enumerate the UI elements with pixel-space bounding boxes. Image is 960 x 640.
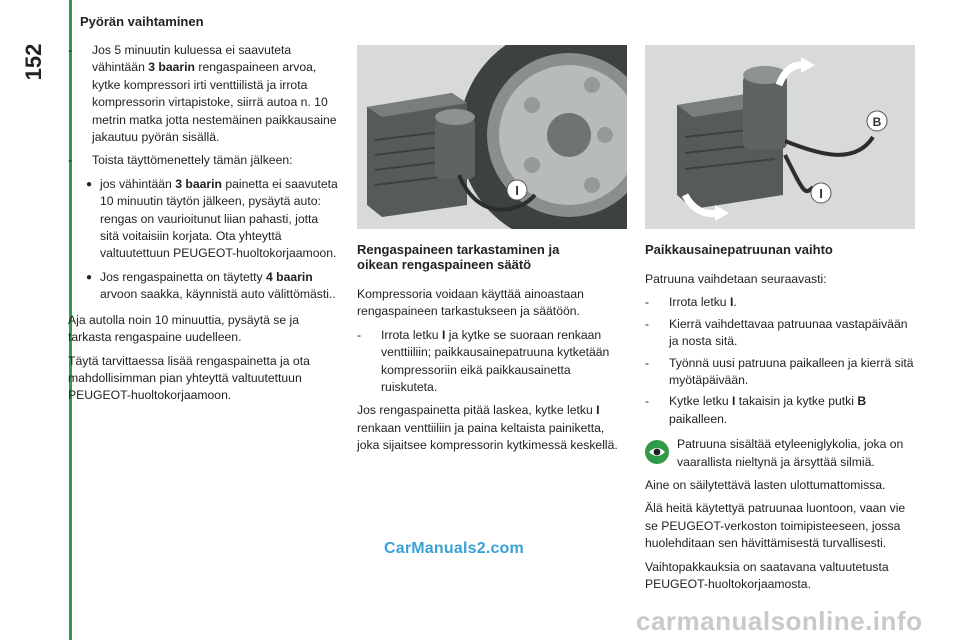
column-2 xyxy=(357,242,629,461)
column-3 xyxy=(645,242,917,600)
column-1 xyxy=(68,42,338,411)
watermark-carmanualsonline[interactable]: carmanualsonline.info xyxy=(636,606,923,636)
paragraph: Patruuna vaihdetaan seuraavasti: xyxy=(645,272,827,286)
dash-item: - Työnnä uusi patruuna paikalleen ja kierrä sitä myötäpäivään. xyxy=(645,355,914,388)
label-b-figure2: B xyxy=(872,115,882,129)
paragraph: Aja autolla noin 10 minuuttia, pysäytä se ja tarkasta rengaspaine uudelleen. xyxy=(68,312,300,345)
paragraph: Vaihtopakkauksia on saatavana valtuutetusta PEUGEOT-huoltokorjaamosta. xyxy=(645,559,889,592)
warning-note: Patruuna sisältää etyleeniglykolia, joka on vaarallista nieltynä ja ärsyttää silmiä. xyxy=(645,436,917,471)
eye-warning-icon xyxy=(645,440,669,464)
dash-item: - Kierrä vaihdettavaa patruunaa vastapäivään ja nosta sitä. xyxy=(645,316,908,349)
figure-compressor-tyre xyxy=(357,45,627,229)
paragraph: Täytä tarvittaessa lisää rengaspainetta ja ota mahdollisimman pian yhteyttä valtuutettuun PEUGEOT-huoltokorjaamoon. xyxy=(68,353,310,403)
dash-item: - Jos 5 minuutin kuluessa ei saavuteta vähintään 3 baarin rengaspaineen arvoa, kytke kompressori irti venttiilistä ja irrota kompressorin virtapistoke, siirrä autoa n. 10 metrin matka jotta nestemäinen paikkausaine jakautuu pyörän sisällä. xyxy=(68,43,337,145)
page-number: 152 xyxy=(21,43,46,81)
dash-item: - Irrota letku I. xyxy=(645,295,737,310)
dash-item: - Kytke letku I takaisin ja kytke putki B paikalleen. xyxy=(645,394,867,426)
dash-item: - Toista täyttömenettely tämän jälkeen: xyxy=(68,153,293,168)
label-i-figure2: I xyxy=(819,186,823,201)
paragraph: Kompressoria voidaan käyttää ainoastaan rengaspaineen tarkastukseen ja säätöön. xyxy=(357,287,584,319)
page-title: Pyörän vaihtaminen xyxy=(80,14,204,29)
section-title-pressure: Rengaspaineen tarkastaminen ja oikean rengaspaineen säätö xyxy=(357,242,560,272)
label-i-figure1: I xyxy=(515,183,519,198)
figure-cartridge xyxy=(645,45,915,229)
watermark-carmanuals2[interactable]: CarManuals2.com xyxy=(384,540,524,557)
bullet-item: ● jos vähintään 3 baarin painetta ei saavuteta 10 minuutin täytön jälkeen, pysäytä auto: rengas on vaurioitunut liian pahasti, jotta sitä voitaisiin korjata. Ota yhteyttä valtuutettuun PEUGEOT-huoltokorjaamoon. xyxy=(86,176,338,261)
section-title-cartridge: Paikkausainepatruunan vaihto xyxy=(645,242,833,257)
paragraph: Älä heitä käytettyä patruunaa luontoon, vaan vie se PEUGEOT-verkoston toimipisteeseen, jossa huolehditaan sen hävittämisestä turvallisesti. xyxy=(645,501,906,551)
paragraph: Jos rengaspainetta pitää laskea, kytke letku I renkaan venttiiliin ja paina keltaista painiketta, joka sijaitsee kompressorin kytkimessä keskellä. xyxy=(357,403,618,453)
dash-item: - Irrota letku I ja kytke se suoraan renkaan venttiiliin; paikkausainepatruuna kytketään kompressoriin eikä paikkausainetta ruiskuteta. xyxy=(357,327,610,395)
paragraph: Aine on säilytettävä lasten ulottumattomissa. xyxy=(645,478,886,493)
bullet-item: ● Jos rengaspainetta on täytetty 4 baarin arvoon saakka, käynnistä auto välittömästi.. xyxy=(86,269,336,302)
